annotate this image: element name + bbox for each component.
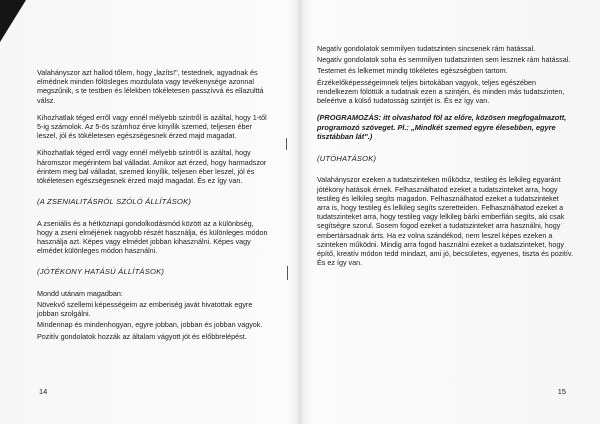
section-heading: (A ZSENIALITÁSRÓL SZÓLÓ ÁLLÍTÁSOK) xyxy=(37,197,192,207)
page-number: 14 xyxy=(39,387,48,396)
line: Negatív gondolatok soha és semmilyen tudatszinten sem lesznek rám hatással. xyxy=(317,55,571,65)
paragraph: Kihozhatlak téged erről vagy ennél mélyebb szintről is azáltal, hogy 1-től 5-ig számolok. Az 5-ös számhoz érve kinyílik szemed, teljesen éber leszel, jól és tökéletesen egészségesnek érzed majd magadat. xyxy=(37,112,267,141)
right-page xyxy=(300,0,600,424)
paragraph: Valahányszor azt hallod tőlem, hogy „lazíts!", testednek, agyadnak és elmédnek minden fölösleges mozdulata vagy tevékenysége azonnal megszűnik, s te testben és lélekben tökéletesen passzívvá és ellazulttá válsz. xyxy=(37,68,264,105)
programming-note: (PROGRAMOZÁS: itt olvashatod föl az előre, közösen megfogalmazott, programozó szöveget. Pl.: „Mindkét szemed egyre élesebben, egyre tisztábban lát".) xyxy=(317,113,567,142)
line: Növekvő szellemi képességeim az emberiség javát hivatottak egyre jobban szolgálni. xyxy=(37,300,253,319)
page-corner-shadow xyxy=(0,0,26,42)
paragraph: Érzékelőképességeimnek teljes birtokában vagyok, teljes egészében rendelkezem fölöttük a tudatnak ezen a szintjén, és minden más tudatszinten, beleértve a külső tudatosság szintjét is. És ez így van. xyxy=(317,77,565,106)
line: Mondd utánam magadban: xyxy=(37,288,123,298)
line: Pozitív gondolatok hozzák az általam vágyott jót és előbbrelépést. xyxy=(37,331,247,341)
section-heading: (UTÓHATÁSOK) xyxy=(317,154,377,163)
paragraph: Kihozhatlak téged erről vagy ennél mélyebb szintről is azáltal, hogy háromszor megérintem bal válladat. Amikor azt érzed, hogy harmadszor érintem meg bal válladat, szemed kinyílik, teljesen éber leszel, jól és tökéletesen egészségesnek érzed majd magadat. És ez így van. xyxy=(37,148,267,186)
line: Negatív gondolatok semmilyen tudatszinten sincsenek rám hatással. xyxy=(317,44,536,53)
paragraph: Valahányszor ezeken a tudatszinteken működsz, testileg és lelkileg egyaránt jótékony hatások érnek. Felhasználhatod ezeket a tudatszinteket arra, hogy testileg és lelkileg segíts magadon. Felhasználhatod ezeket a tudatszinteket arra is, hogy testileg és lelkileg segíts szeretteiden. Felhasználhatod ezeket a tudatszinteket arra, hogy testileg vagy lelkileg bárki emberfián segíts, aki csak segítségre szorul. Sosem fogod ezeket a tudatszinteket arra használni, hogy embertársadnak árts. Ha ez volna szándékod, nem leszel képes ezeken a szinteken működni. Mindig arra fogod használni ezeket a tudatszinteket, hogy építő, kreatív módon tedd mindazt, ami jó, becsületes, egyenes, tiszta és pozitív. És ez így van. xyxy=(317,175,573,268)
line: Testemet és lelkemet mindig tökéletes egészségben tartom. xyxy=(317,66,508,76)
pencil-mark xyxy=(286,138,287,150)
paragraph: A zseniális és a hétköznapi gondolkodásmód között az a különbség, hogy a zseni elméjének nagyobb részét használja, és különleges módon használja azt. Képes vagy elmédet jobban kihasználni. Képes vagy elmédet különleges módon használni. xyxy=(37,218,268,256)
right-text-column xyxy=(317,44,573,275)
left-text-column xyxy=(37,68,270,343)
section-heading: (JÓTÉKONY HATÁSÚ ÁLLÍTÁSOK) xyxy=(37,267,165,277)
line: Mindennap és mindenhogyan, egyre jobban, jobban és jobban vagyok. xyxy=(37,320,263,330)
page-number: 15 xyxy=(557,387,566,396)
pencil-mark xyxy=(287,266,288,280)
